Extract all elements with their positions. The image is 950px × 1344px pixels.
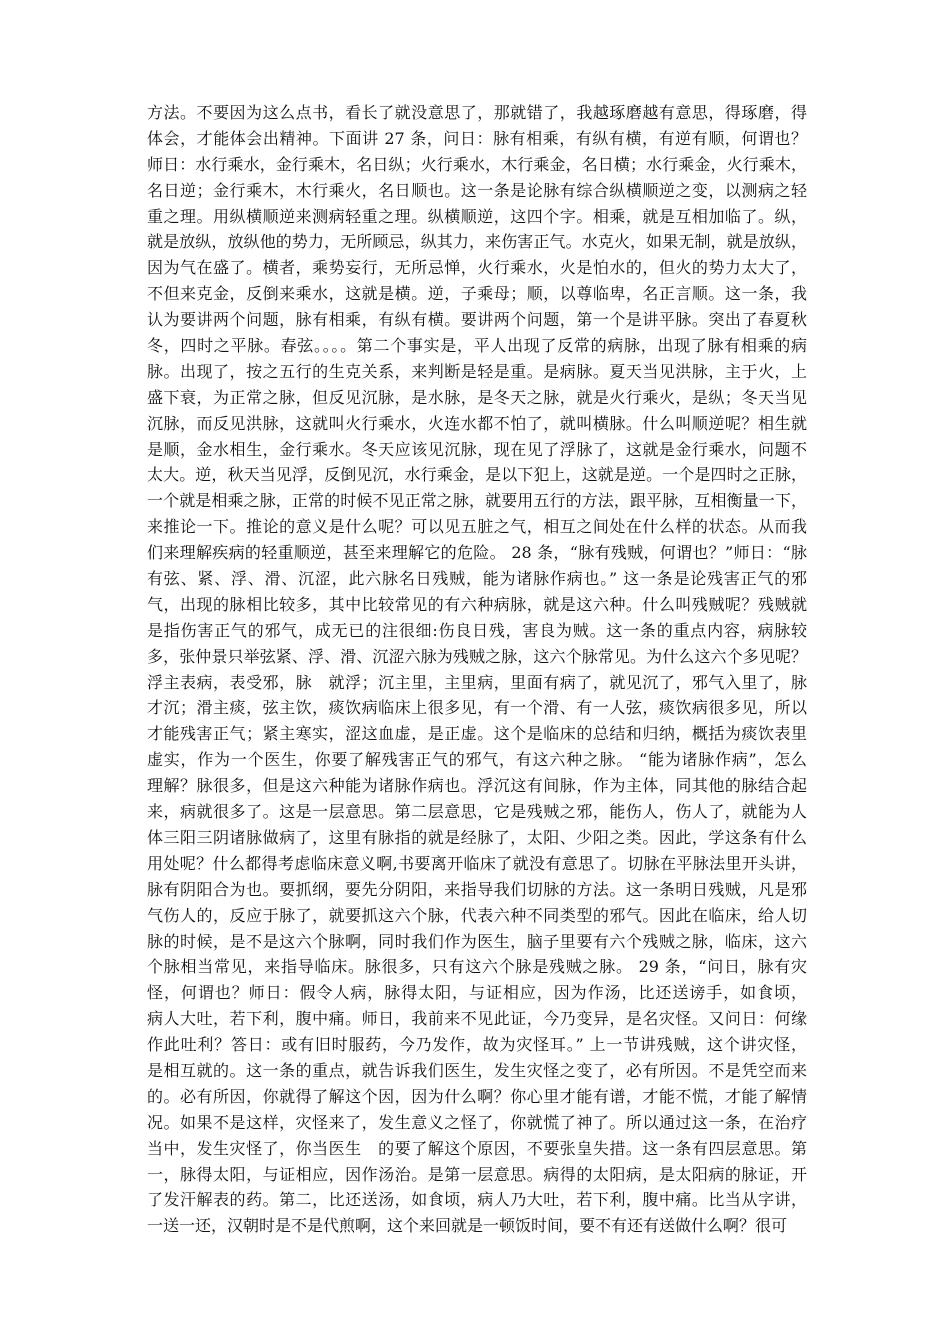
text-line: 因为气在盛了。横者，乘势妄行，无所忌惮，火行乘水，火是怕水的，但火的势力太大了， bbox=[147, 258, 807, 278]
text-line: 来，病就很多了。这是一层意思。第二层意思，它是残贼之邪，能伤人，伤人了，就能为人 bbox=[147, 802, 807, 822]
text-line: 多，张仲景只举弦紧、浮、滑、沉涩六脉为残贼之脉，这六个脉常见。为什么这六个多见呢？ bbox=[147, 646, 807, 666]
text-line: 们来理解疾病的轻重顺逆，甚至来理解它的危险。 28 条，“脉有残贼，何谓也？”师日：“脉 bbox=[147, 543, 807, 563]
text-line: 是相互就的。这一条的重点，就告诉我们医生，发生灾怪之变了，必有所因。不是凭空而来 bbox=[147, 1060, 807, 1080]
text-line: 况。如果不是这样，灾怪来了，发生意义之怪了，你就慌了神了。所以通过这一条，在治疗 bbox=[147, 1112, 807, 1132]
text-line: 重之理。用纵横顺逆来测病轻重之理。纵横顺逆，这四个字。相乘，就是互相加临了。纵， bbox=[147, 206, 807, 226]
text-line: 认为要讲两个问题，脉有相乘，有纵有横。要讲两个问题，第一个是讲平脉。突出了春夏秋 bbox=[147, 310, 807, 330]
text-line: 太大。逆，秋天当见浮，反倒见沉，水行乘金，是以下犯上，这就是逆。一个是四时之正脉， bbox=[147, 465, 807, 485]
text-line: 才沉；滑主痰，弦主饮，痰饮病临床上很多见，有一个滑、有一人弦，痰饮病很多见，所以 bbox=[147, 698, 807, 718]
text-line: 脉。出现了，按之五行的生克关系，来判断是轻是重。是病脉。夏天当见洪脉，主于火，上 bbox=[147, 361, 807, 381]
text-line: 是顺，金水相生，金行乘水。冬天应该见沉脉，现在见了浮脉了，这就是金行乘水，问题不 bbox=[147, 439, 807, 459]
text-line: 是指伤害正气的邪气，成无已的注很细:伤良日残，害良为贼。这一条的重点内容，病脉较 bbox=[147, 620, 807, 640]
text-line: 有弦、紧、浮、滑、沉涩，此六脉名日残贼，能为诸脉作病也。” 这一条是论残害正气的邪 bbox=[147, 569, 807, 589]
text-line: 气伤人的，反应于脉了，就要抓这六个脉，代表六种不同类型的邪气。因此在临床，给人切 bbox=[147, 905, 807, 925]
text-line: 来推论一下。推论的意义是什么呢？可以见五脏之气，相互之间处在什么样的状态。从而我 bbox=[147, 517, 807, 537]
text-line: 不但来克金，反倒来乘水，这就是横。逆，子乘母；顺，以尊临卑，名正言顺。这一条，我 bbox=[147, 284, 807, 304]
body-text bbox=[147, 100, 807, 1239]
text-line: 怪，何谓也？师日：假令人病，脉得太阳，与证相应，因为作汤，比还送谤手，如食顷， bbox=[147, 983, 807, 1003]
text-line: 体三阳三阴诸脉做病了，这里有脉指的就是经脉了，太阳、少阳之类。因此，学这条有什么 bbox=[147, 827, 807, 847]
text-line: 脉的时候，是不是这六个脉啊，同时我们作为医生，脑子里要有六个残贼之脉，临床，这六 bbox=[147, 931, 807, 951]
text-line: 气，出现的脉相比较多，其中比较常见的有六种病脉，就是这六种。什么叫残贼呢？残贼就 bbox=[147, 594, 807, 614]
text-line: 体会，才能体会出精神。下面讲 27 条，问日：脉有相乘，有纵有横，有逆有顺，何谓也？ bbox=[147, 128, 807, 148]
text-line: 沉脉，而反见洪脉，这就叫火行乘水，火连水都不怕了，就叫横脉。什么叫顺逆呢？相生就 bbox=[147, 413, 807, 433]
text-line: 当中，发生灾怪了，你当医生 的要了解这个原因，不要张皇失措。这一条有四层意思。第 bbox=[147, 1138, 807, 1158]
text-line: 理解？脉很多，但是这六种能为诸脉作病也。浮沉这有间脉，作为主体，同其他的脉结合起 bbox=[147, 776, 807, 796]
text-line: 名日逆；金行乘木，木行乘火，名日顺也。这一条是论脉有综合纵横顺逆之变，以测病之轻 bbox=[147, 180, 807, 200]
text-line: 病人大吐，若下利，腹中痛。师日，我前来不见此证，今乃变异，是名灾怪。又问日：何缘 bbox=[147, 1009, 807, 1029]
text-line: 就是放纵，放纵他的势力，无所顾忌，纵其力，来伤害正气。水克火，如果无制，就是放纵， bbox=[147, 232, 807, 252]
text-line: 一，脉得太阳，与证相应，因作汤治。是第一层意思。病得的太阳病，是太阳病的脉证，开 bbox=[147, 1164, 807, 1184]
text-line: 了发汗解表的药。第二，比还送汤，如食顷，病人乃大吐，若下利，腹中痛。比当从字讲， bbox=[147, 1190, 807, 1210]
text-line: 冬，四时之平脉。春弦。。。。第二个事实是，平人出现了反常的病脉，出现了脉有相乘的病 bbox=[147, 336, 807, 356]
text-line: 虚实，作为一个医生，你要了解残害正气的邪气，有这六种之脉。 “能为诸脉作病”，怎么 bbox=[147, 750, 807, 770]
text-line: 一送一还，汉朝时是不是代煎啊，这个来回就是一顿饭时间，要不有还有送做什么啊？很可 bbox=[147, 1216, 788, 1236]
text-line: 才能残害正气；紧主寒实，涩这血虚，是正虚。这个是临床的总结和归纳，概括为痰饮表里 bbox=[147, 724, 807, 744]
text-line: 用处呢？什么都得考虑临床意义啊,书要离开临床了就没有意思了。切脉在平脉法里开头讲， bbox=[147, 853, 807, 873]
text-line: 一个就是相乘之脉，正常的时候不见正常之脉，就要用五行的方法，跟平脉，互相衡量一下， bbox=[147, 491, 807, 511]
text-line: 方法。不要因为这么点书，看长了就没意思了，那就错了，我越琢磨越有意思，得琢磨，得 bbox=[147, 103, 807, 122]
text-line: 脉有阴阳合为也。要抓纲，要先分阴阳，来指导我们切脉的方法。这一条明日残贼，凡是邪 bbox=[147, 879, 807, 899]
text-line: 的。必有所因，你就得了解这个因，因为什么啊？你心里才能有谱，才能不慌，才能了解情 bbox=[147, 1086, 807, 1106]
text-line: 个脉相当常见，来指导临床。脉很多，只有这六个脉是残贼之脉。 29 条，“问日，脉有灾 bbox=[147, 957, 807, 977]
text-line: 浮主表病，表受邪，脉 就浮；沉主里，主里病，里面有病了，就见沉了，邪气入里了，脉 bbox=[147, 672, 807, 692]
text-line: 盛下衰，为正常之脉，但反见沉脉，是水脉，是冬天之脉，就是火行乘火，是纵；冬天当见 bbox=[147, 387, 807, 407]
text-line: 作此吐利？答日：或有旧时服药，今乃发作，故为灾怪耳。” 上一节讲残贼，这个讲灾怪， bbox=[147, 1035, 807, 1055]
text-line: 师日：水行乘水，金行乘木，名日纵；火行乘水，木行乘金，名日横；水行乘金，火行乘木， bbox=[147, 154, 807, 174]
